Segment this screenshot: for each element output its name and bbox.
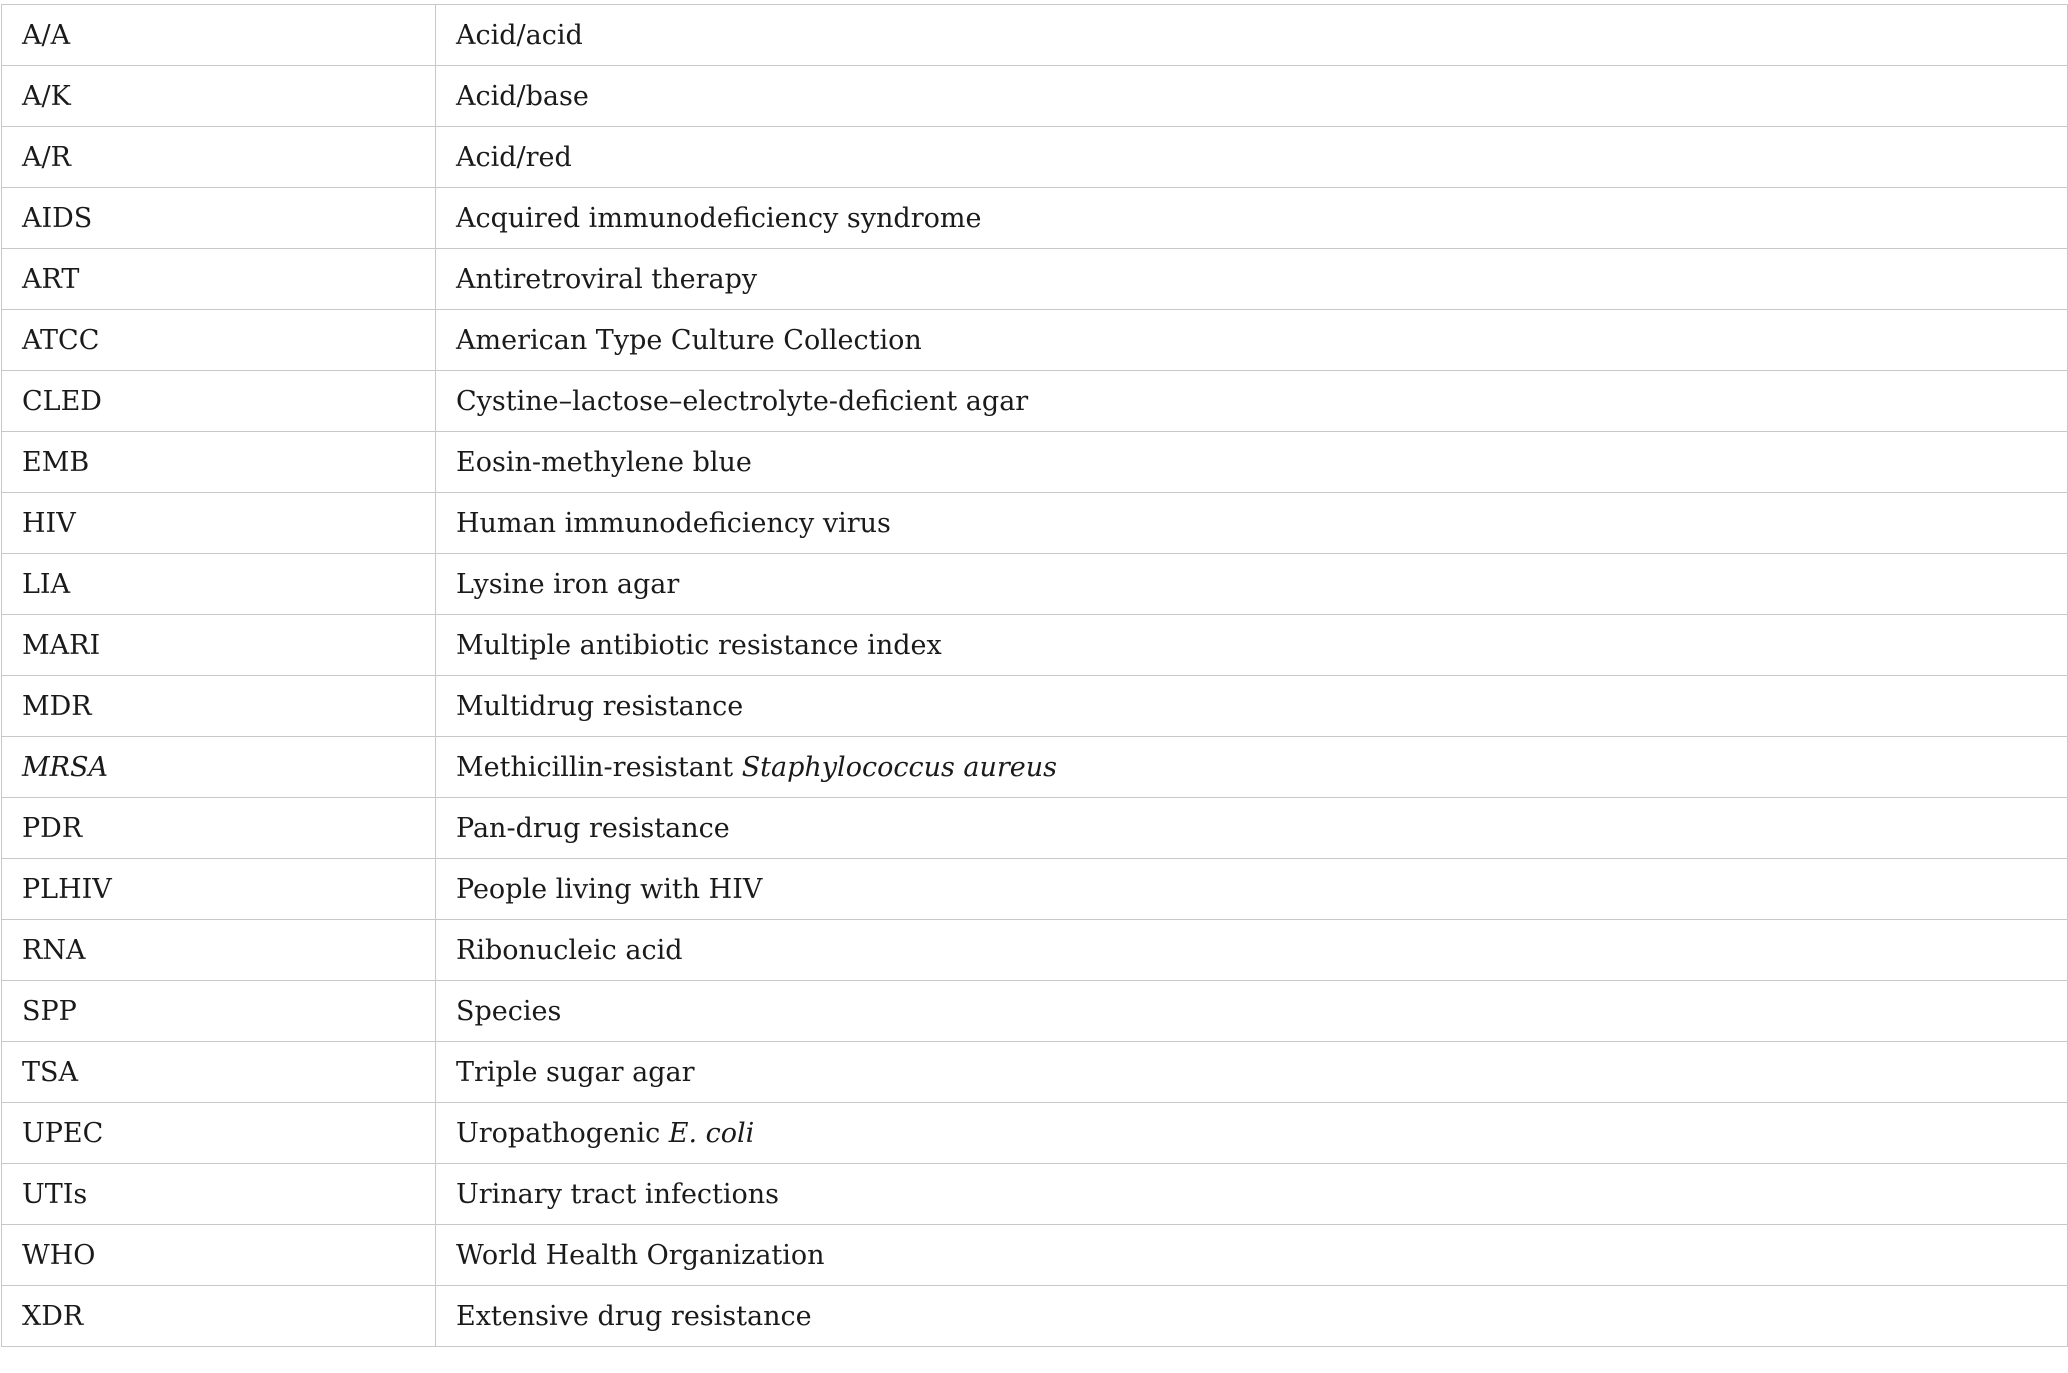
definition-cell [436, 981, 2068, 1042]
abbreviation-cell: MDR [2, 676, 436, 737]
table-row [2, 493, 2068, 554]
abbreviation-cell: ART [2, 249, 436, 310]
definition-cell [436, 127, 2068, 188]
table-row [2, 554, 2068, 615]
table-row [2, 676, 2068, 737]
table-row [2, 1164, 2068, 1225]
table-row [2, 66, 2068, 127]
table-row [2, 859, 2068, 920]
definition-text: Staphylococcus aureus [741, 751, 1058, 783]
definition-text: Eosin-methylene blue [456, 446, 752, 478]
abbreviation-cell: MARI [2, 615, 436, 676]
definition-text: Extensive drug resistance [456, 1300, 812, 1332]
definition-cell [436, 310, 2068, 371]
abbreviation-cell: UTIs [2, 1164, 436, 1225]
table-row [2, 920, 2068, 981]
definition-cell [436, 554, 2068, 615]
definition-text: Species [456, 995, 562, 1027]
definition-text: Ribonucleic acid [456, 934, 683, 966]
abbreviation-cell: PLHIV [2, 859, 436, 920]
abbreviation-cell: AIDS [2, 188, 436, 249]
definition-cell [436, 188, 2068, 249]
definition-text: E. coli [668, 1117, 755, 1149]
definition-text: Acid/acid [456, 19, 583, 51]
abbreviation-cell: EMB [2, 432, 436, 493]
definition-text: Acquired immunodeficiency syndrome [456, 202, 982, 234]
abbreviations-table-body [2, 5, 2068, 1347]
definition-cell [436, 798, 2068, 859]
definition-cell [436, 5, 2068, 66]
definition-cell [436, 371, 2068, 432]
definition-cell [436, 1103, 2068, 1164]
abbreviation-cell: XDR [2, 1286, 436, 1347]
table-row [2, 310, 2068, 371]
abbreviation-cell: RNA [2, 920, 436, 981]
definition-cell [436, 66, 2068, 127]
definition-text: Human immunodeficiency virus [456, 507, 891, 539]
table-row [2, 1286, 2068, 1347]
abbreviation-cell: A/R [2, 127, 436, 188]
definition-text: Multiple antibiotic resistance index [456, 629, 942, 661]
definition-cell [436, 1225, 2068, 1286]
definition-cell [436, 676, 2068, 737]
definition-text: Acid/red [456, 141, 572, 173]
definition-text: Multidrug resistance [456, 690, 744, 722]
definition-cell [436, 859, 2068, 920]
table-row [2, 127, 2068, 188]
definition-cell [436, 1286, 2068, 1347]
definition-text: Methicillin-resistant [456, 751, 742, 783]
abbreviation-cell: A/A [2, 5, 436, 66]
table-row [2, 371, 2068, 432]
table-row [2, 1103, 2068, 1164]
abbreviation-cell: TSA [2, 1042, 436, 1103]
definition-text: Acid/base [456, 80, 589, 112]
table-row [2, 981, 2068, 1042]
abbreviation-cell: WHO [2, 1225, 436, 1286]
abbreviation-cell: CLED [2, 371, 436, 432]
definition-cell [436, 615, 2068, 676]
definition-text: Cystine–lactose–electrolyte-deficient agar [456, 385, 1029, 417]
definition-text: Antiretroviral therapy [456, 263, 758, 295]
table-row [2, 188, 2068, 249]
definition-text: Urinary tract infections [456, 1178, 780, 1210]
table-row [2, 5, 2068, 66]
definition-cell [436, 432, 2068, 493]
table-row [2, 432, 2068, 493]
table-row [2, 615, 2068, 676]
abbreviation-cell: PDR [2, 798, 436, 859]
table-row [2, 737, 2068, 798]
table-row [2, 1225, 2068, 1286]
abbreviation-cell: MRSA [2, 737, 436, 798]
table-row [2, 1042, 2068, 1103]
abbreviation-cell: ATCC [2, 310, 436, 371]
definition-text: Lysine iron agar [456, 568, 680, 600]
abbreviation-cell: LIA [2, 554, 436, 615]
definition-cell [436, 737, 2068, 798]
abbreviations-table [1, 4, 2068, 1347]
definition-cell [436, 1164, 2068, 1225]
definition-cell [436, 249, 2068, 310]
definition-text: Pan-drug resistance [456, 812, 730, 844]
definition-cell [436, 493, 2068, 554]
abbreviation-cell: HIV [2, 493, 436, 554]
table-row [2, 249, 2068, 310]
definition-text: Triple sugar agar [456, 1056, 695, 1088]
definition-text: Uropathogenic [456, 1117, 669, 1149]
table-row [2, 798, 2068, 859]
definition-cell [436, 920, 2068, 981]
definition-text: American Type Culture Collection [456, 324, 922, 356]
abbreviation-cell: A/K [2, 66, 436, 127]
definition-text: People living with HIV [456, 873, 763, 905]
abbreviation-cell: UPEC [2, 1103, 436, 1164]
abbreviation-cell: SPP [2, 981, 436, 1042]
definition-text: World Health Organization [456, 1239, 825, 1271]
definition-cell [436, 1042, 2068, 1103]
